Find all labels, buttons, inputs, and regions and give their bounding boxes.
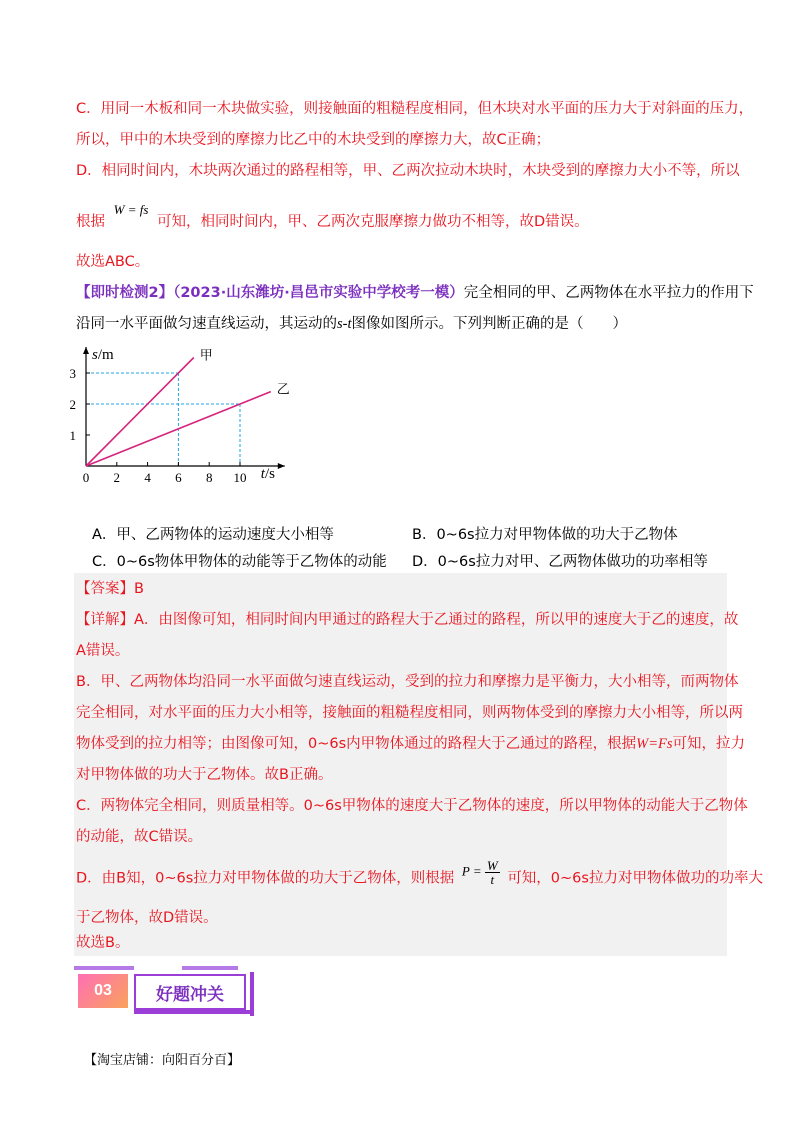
solution-d-line2: [76, 202, 589, 232]
formula-p-w-t: [462, 859, 500, 886]
x-axis-arrow: [278, 463, 285, 469]
answer-label: 【答案】B: [76, 581, 144, 597]
formula-w-Fs: W=Fs: [636, 736, 673, 752]
solution-d-prefix: 根据: [76, 214, 105, 230]
y-tick-label: 1: [69, 428, 76, 443]
solution-conclusion: 故选ABC。: [76, 254, 150, 270]
answer-b3b: 可知，拉力: [672, 736, 746, 752]
formula-w-fs: W = fs: [113, 202, 149, 217]
y-axis-arrow: [83, 347, 89, 354]
answer-detail-b2: 完全相同，对水平面的压力大小相等，接触面的粗糙程度相同，则两物体受到的摩擦力大小相等，所以两: [76, 705, 743, 721]
x-tick-label: 6: [175, 470, 182, 485]
question-tag: 【即时检测2】（2023·山东潍坊·昌邑市实验中学校考一模）: [76, 285, 464, 301]
answer-dd1a: D．由B知，0~6s拉力对甲物体做的功大于乙物体，则根据: [76, 870, 455, 887]
question-st: s-t: [337, 316, 352, 332]
option-c[interactable]: C．0~6s物体甲物体的动能等于乙物体的动能: [92, 554, 387, 570]
s-t-chart: [60, 335, 290, 495]
answer-detail-a2: A错误。: [76, 643, 130, 659]
question-text2a: 沿同一水平面做匀速直线运动，其运动的: [76, 316, 337, 332]
question-line1: [76, 283, 754, 303]
formula-p: P =: [461, 863, 482, 879]
formula-den: t: [490, 872, 495, 887]
question-text2b: 图像如图所示。下列判断正确的是（ ）: [351, 316, 627, 332]
answer-dd1b: 可知，0~6s拉力对甲物体做功的功率大: [507, 870, 763, 887]
answer-detail-b4: 对甲物体做的功大于乙物体。故B正确。: [76, 767, 333, 783]
option-d[interactable]: D．0~6s拉力对甲、乙两物体做功的功率相等: [412, 554, 708, 570]
section-title: 好题冲关: [134, 974, 246, 1010]
answer-final: 故选B。: [76, 935, 130, 951]
question-text1: 完全相同的甲、乙两物体在水平拉力的作用下: [463, 285, 754, 301]
solution-c-line2: 所以，甲中的木块受到的摩擦力比乙中的木块受到的摩擦力大，故C正确；: [76, 132, 551, 148]
banner-decoration: [74, 966, 134, 970]
answer-b3a: 物体受到的拉力相等；由图像可知，0~6s内甲物体通过的路程大于乙通过的路程，根据: [76, 736, 637, 752]
answer-detail-b3: [76, 734, 745, 754]
section-banner: [74, 966, 256, 1016]
series-label: 甲: [199, 348, 213, 364]
x-tick-label: 8: [205, 470, 213, 485]
answer-detail-a1: 【详解】A．由图像可知，相同时间内甲通过的路程大于乙通过的路程，所以甲的速度大于乙的速度，故: [76, 612, 739, 628]
y-tick-label: 3: [69, 366, 76, 381]
x-tick-label: 2: [113, 470, 121, 485]
option-b[interactable]: B．0~6s拉力对甲物体做的功大于乙物体: [412, 527, 678, 543]
section-number-badge: 03: [78, 974, 128, 1008]
question-line2: [76, 314, 627, 334]
series-line: [86, 358, 194, 467]
x-tick-label: 10: [233, 470, 247, 485]
answer-detail-d1: [76, 858, 763, 892]
y-tick-label: 2: [69, 397, 76, 412]
footer-shop: 【淘宝店铺：向阳百分百】: [84, 1053, 241, 1068]
x-tick-label: 0: [82, 470, 90, 485]
option-a[interactable]: A．甲、乙两物体的运动速度大小相等: [92, 527, 334, 543]
answer-detail-c2: 的动能，故C错误。: [76, 829, 203, 845]
solution-d-suffix: 可知，相同时间内，甲、乙两次克服摩擦力做功不相等，故D错误。: [157, 214, 589, 230]
answer-detail-b1: B．甲、乙两物体均沿同一水平面做匀速直线运动，受到的拉力和摩擦力是平衡力，大小相等，而两物体: [76, 674, 739, 690]
x-tick-label: 4: [144, 470, 151, 485]
x-axis-label: t/s: [260, 466, 275, 482]
answer-detail-c1: C．两物体完全相同，则质量相等。0~6s甲物体的速度大于乙物体的速度，所以甲物体的动能大于乙物体: [76, 798, 748, 814]
y-axis-label: s/m: [92, 347, 114, 363]
series-label: 乙: [276, 382, 290, 398]
solution-c-line1: C．用同一木板和同一木块做实验，则接触面的粗糙程度相同，但木块对水平面的压力大于对斜面的压力，: [76, 101, 754, 117]
answer-detail-d2: 于乙物体，故D错误。: [76, 910, 218, 926]
banner-decoration: [182, 966, 238, 970]
formula-num: W: [486, 858, 498, 873]
solution-d-line1: D．相同时间内，木块两次通过的路程相等，甲、乙两次拉动木块时，木块受到的摩擦力大小不等，所以: [76, 163, 740, 179]
banner-decoration: [134, 1010, 254, 1014]
